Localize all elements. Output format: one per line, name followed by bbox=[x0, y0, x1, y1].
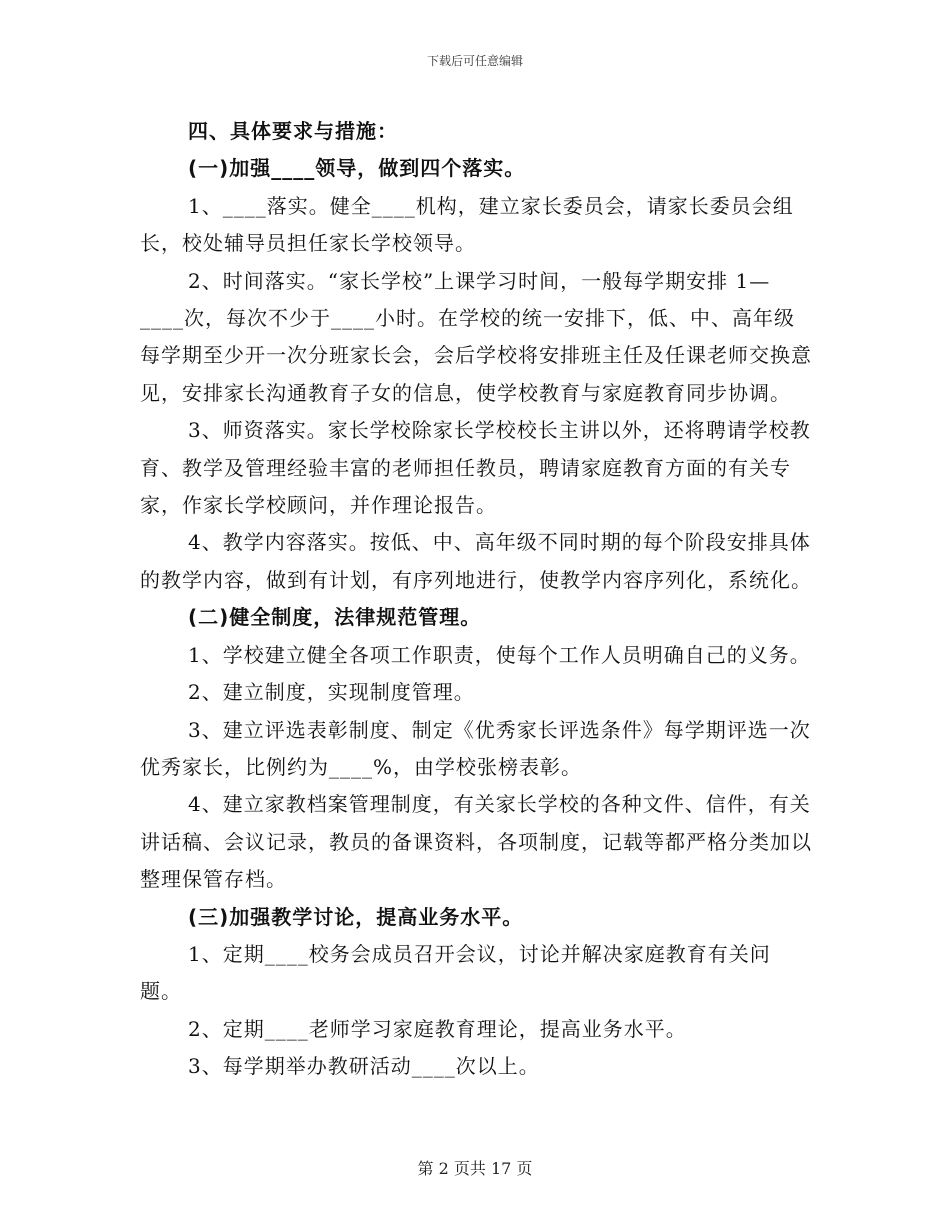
paragraph: 4、建立家教档案管理制度，有关家长学校的各种文件、信件，有关讲话稿、会议记录，教员的备课资料，各项制度，记载等都严格分类加以整理保管存档。 bbox=[140, 792, 812, 892]
subsection-heading: (三)加强教学讨论，提高业务水平。 bbox=[188, 904, 524, 929]
subsection-heading: (一)加强____领导，做到四个落实。 bbox=[188, 156, 526, 181]
paragraph: 1、定期____校务会成员召开会议，讨论并解决家庭教育有关问题。 bbox=[140, 941, 771, 1004]
paragraph: 2、时间落实。“家长学校”上课学习时间，一般每学期安排 1—____次，每次不少于____小时。在学校的统一安排下，低、中、高年级每学期至少开一次分班家长会，会后学校将安排班主任及任课老师交换意见，安排家长沟通教育子女的信息，使学校教育与家庭教育同步协调。 bbox=[140, 268, 812, 405]
paragraph: 3、每学期举办教研活动____次以上。 bbox=[188, 1054, 540, 1079]
paragraph: 3、师资落实。家长学校除家长学校校长主讲以外，还将聘请学校教育、教学及管理经验丰富的老师担任教员，聘请家庭教育方面的有关专家，作家长学校顾问，并作理论报告。 bbox=[140, 418, 811, 518]
subsection-heading: (二)健全制度，法律规范管理。 bbox=[188, 605, 482, 630]
paragraph: 2、建立制度，实现制度管理。 bbox=[188, 680, 475, 705]
page-footer: 第 2 页共 17 页 bbox=[417, 1159, 533, 1178]
paragraph: 1、____落实。健全____机构，建立家长委员会，请家长委员会组长，校处辅导员担任家长学校领导。 bbox=[140, 193, 794, 256]
paragraph: 4、教学内容落实。按低、中、高年级不同时期的每个阶段安排具体的教学内容，做到有计划，有序列地进行，使教学内容序列化，系统化。 bbox=[140, 530, 812, 592]
page-header: 下载后可任意编辑 bbox=[426, 54, 523, 68]
paragraph: 3、建立评选表彰制度、制定《优秀家长评选条件》每学期评选一次优秀家长，比例约为____%，由学校张榜表彰。 bbox=[140, 717, 811, 779]
section-heading: 四、具体要求与措施： bbox=[188, 119, 398, 143]
document-body bbox=[140, 113, 812, 1086]
paragraph: 2、定期____老师学习家庭教育理论，提高业务水平。 bbox=[188, 1016, 687, 1041]
paragraph: 1、学校建立健全各项工作职责，使每个工作人员明确自己的义务。 bbox=[188, 642, 811, 667]
